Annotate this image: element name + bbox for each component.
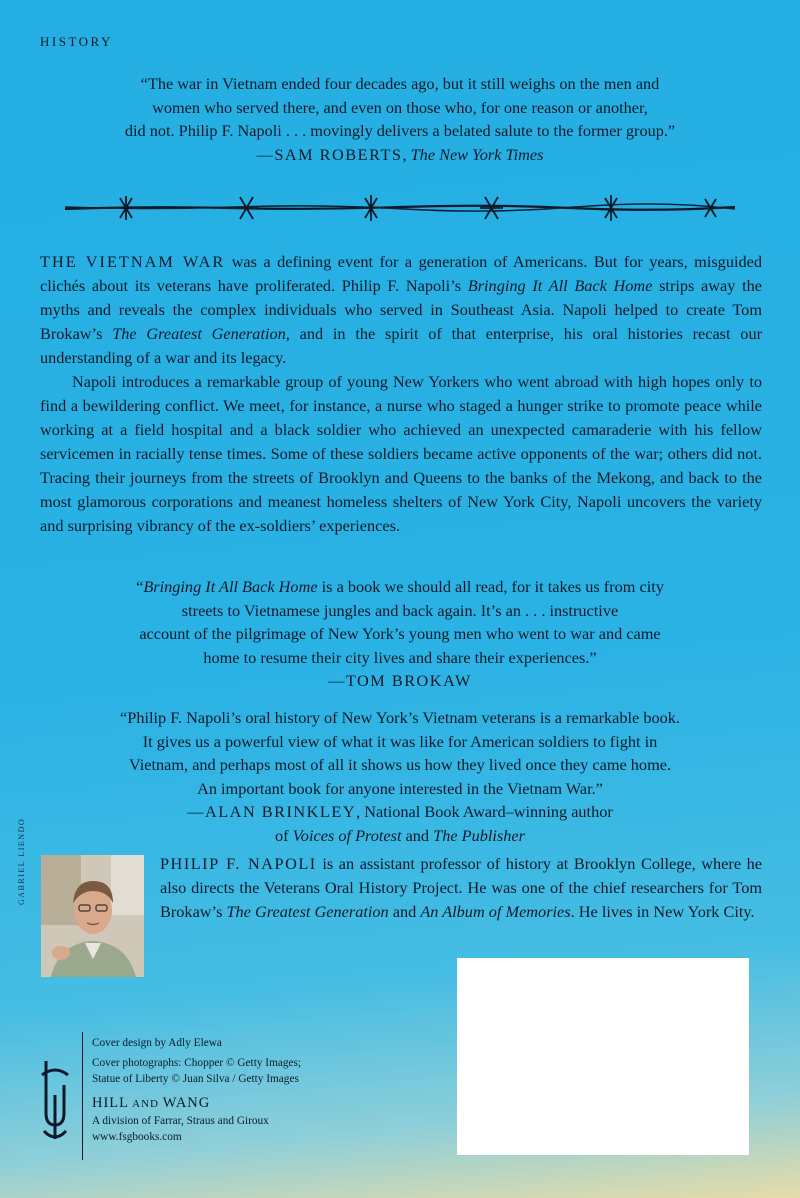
book-title: The Greatest Generation — [112, 324, 286, 343]
book-title: The Publisher — [433, 825, 525, 845]
book-title: An Album of Memories — [420, 902, 571, 921]
quote-line: streets to Vietnamese jungles and back again. It’s an . . . instructive — [181, 600, 619, 620]
quote-attribution: —ALAN BRINKLEY, National Book Award–winning author — [187, 802, 613, 821]
quote-brokaw — [40, 575, 760, 693]
publisher-division: A division of Farrar, Straus and Giroux — [92, 1115, 269, 1127]
quote-line: account of the pilgrimage of New York’s young men who went to war and came — [139, 624, 661, 643]
quote-line: It gives us a powerful view of what it was like for American soldiers to fight in — [142, 731, 658, 751]
quote-attribution-books: of Voices of Protest and The Publisher — [275, 825, 525, 845]
quote-line: “Philip F. Napoli’s oral history of New York’s Vietnam veterans is a remarkable book. — [120, 708, 680, 727]
quote-brinkley — [40, 706, 760, 847]
author-photo — [41, 855, 144, 977]
quote-line: women who served there, and even on those who, for one reason or another, — [152, 97, 648, 117]
synopsis-paragraph-2: Napoli introduces a remarkable group of young New Yorkers who went abroad with high hopes only to find a bewildering conflict. We meet, for instance, a nurse who staged a hunger strike to promote peace while working at a field hospital and a black soldier who achieved an unexpected camaraderie with his fellow servicemen in racially tense times. Some of these soldiers became active opponents of the war; others did not. Tracing their journeys from the streets of Brooklyn and Queens to the banks of the Mekong, and back to the most glamorous corporations and meanest homeless shelters of New York City, Napoli uncovers the variety and surprising vibrancy of the ex-soldiers’ experiences. — [40, 372, 762, 535]
book-title: The Greatest Generation — [226, 902, 389, 921]
photo-credit-line: Cover photographs: Chopper © Getty Images; — [92, 1057, 302, 1069]
book-title: Voices of Protest — [292, 825, 402, 845]
synopsis-paragraph-1: THE VIETNAM WAR was a defining event for a generation of Americans. But for years, misguided clichés about its veterans have proliferated. Philip F. Napoli’s Bringing It All Back Home strips away the myths and reveals the complex individuals who served in Southeast Asia. Napoli helped to create Tom Brokaw’s The Greatest Generation, and in the spirit of that enterprise, his oral histories recast our understanding of a war and its legacy. — [40, 252, 763, 367]
attribution-name: —SAM ROBERTS — [256, 144, 403, 164]
quote-attribution: —SAM ROBERTS, The New York Times — [256, 144, 544, 164]
book-title: Bringing It All Back Home — [143, 577, 318, 596]
quote-attribution: —TOM BROKAW — [328, 671, 472, 690]
synopsis — [40, 250, 762, 538]
quote-line: An important book for anyone interested in the Vietnam War.” — [197, 778, 603, 798]
book-title: Bringing It All Back Home — [467, 276, 653, 295]
author-name: PHILIP F. NAPOLI — [160, 854, 317, 873]
quote-roberts — [40, 72, 760, 166]
attribution-source: The New York Times — [410, 144, 544, 164]
cover-credits — [92, 1035, 412, 1145]
author-bio: PHILIP F. NAPOLI is an assistant professor of history at Brooklyn College, where he also directs the Veterans Oral History Project. He was one of the chief researchers for Tom Brokaw’s The Greatest Generation and An Album of Memories. He lives in New York City. — [160, 854, 762, 921]
credits-divider — [82, 1032, 83, 1160]
quote-line: home to resume their city lives and share their experiences.” — [203, 647, 597, 667]
barbed-wire-icon — [65, 190, 735, 226]
quote-line: Vietnam, and perhaps most of all it shows us how they lived once they came home. — [128, 755, 672, 774]
cover-design-credit: Cover design by Adly Elewa — [92, 1037, 222, 1049]
quote-line: “Bringing It All Back Home is a book we should all read, for it takes us from city — [136, 577, 664, 596]
photo-credit-line: Statue of Liberty © Juan Silva / Getty Images — [92, 1073, 299, 1085]
publisher-name: HILL AND WANG — [92, 1095, 211, 1111]
quote-line: did not. Philip F. Napoli . . . movingly delivers a belated salute to the former group.” — [124, 121, 676, 140]
publisher-website: www.fsgbooks.com — [92, 1131, 182, 1143]
publisher-logo-icon — [38, 1055, 72, 1143]
barcode-area — [457, 958, 749, 1155]
category-label: HISTORY — [40, 34, 113, 49]
attribution-name: —ALAN BRINKLEY — [187, 802, 357, 821]
quote-line: “The war in Vietnam ended four decades ago, but it still weighs on the men and — [140, 74, 660, 93]
photo-credit: GABRIEL LIENDO — [17, 817, 26, 905]
synopsis-lead: THE VIETNAM WAR — [40, 252, 226, 271]
